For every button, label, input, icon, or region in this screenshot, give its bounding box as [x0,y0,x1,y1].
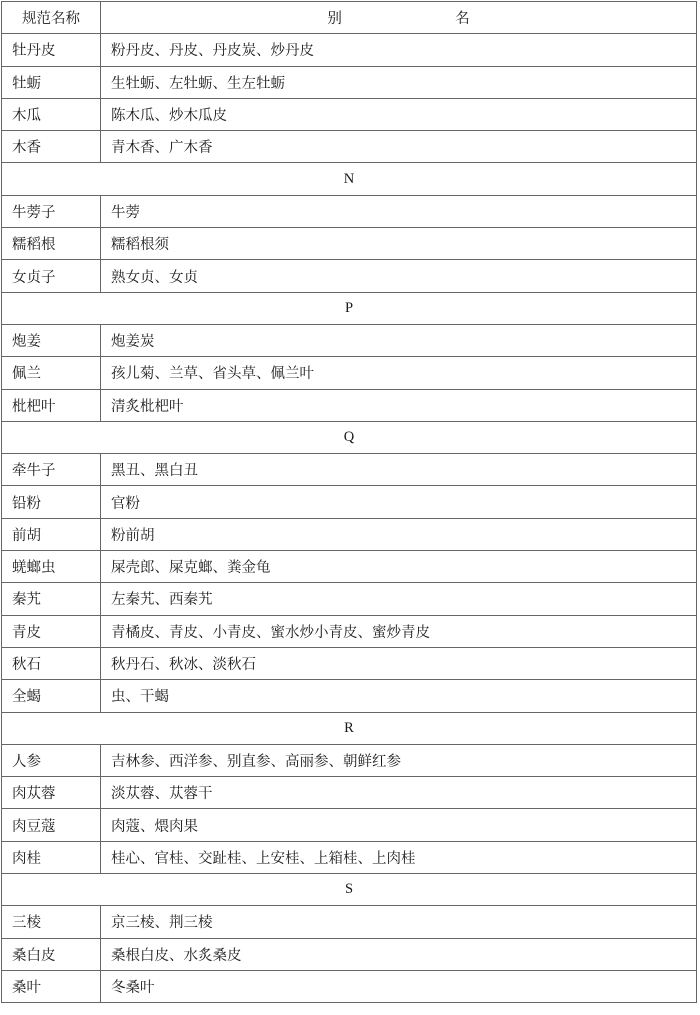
table-row [2,66,697,98]
alias-cell: 孩儿菊、兰草、省头草、佩兰叶 [101,357,697,389]
standard-name-cell: 肉苁蓉 [2,777,101,809]
table-row [2,938,697,970]
standard-name-cell: 木香 [2,131,101,163]
header-standard-name: 规范名称 [2,2,101,34]
alias-cell: 生牡蛎、左牡蛎、生左牡蛎 [101,66,697,98]
alias-cell: 熟女贞、女贞 [101,260,697,292]
table-row [2,551,697,583]
standard-name-cell: 铅粉 [2,486,101,518]
letter-section-row [2,712,697,744]
table-header-row [2,2,697,34]
standard-name-cell: 秦艽 [2,583,101,615]
table-row [2,389,697,421]
section-letter: Q [2,421,697,453]
standard-name-cell: 牛蒡子 [2,195,101,227]
table-body [2,34,697,1003]
standard-name-cell: 肉桂 [2,841,101,873]
letter-section-row [2,292,697,324]
standard-name-cell: 木瓜 [2,98,101,130]
standard-name-cell: 桑叶 [2,970,101,1002]
standard-name-cell: 牵牛子 [2,454,101,486]
alias-cell: 左秦艽、西秦艽 [101,583,697,615]
standard-name-cell: 牡蛎 [2,66,101,98]
table-row [2,615,697,647]
header-alias-char-2: 名 [455,11,470,28]
standard-name-cell: 前胡 [2,518,101,550]
standard-name-cell: 秋石 [2,647,101,679]
section-letter: P [2,292,697,324]
table-row [2,583,697,615]
standard-name-cell: 牡丹皮 [2,34,101,66]
table-row [2,34,697,66]
standard-name-cell: 枇杷叶 [2,389,101,421]
table-row [2,680,697,712]
section-letter: R [2,712,697,744]
alias-cell: 清炙枇杷叶 [101,389,697,421]
table-row [2,841,697,873]
alias-cell: 虫、干蝎 [101,680,697,712]
alias-cell: 淡苁蓉、苁蓉干 [101,777,697,809]
alias-cell: 肉蔻、煨肉果 [101,809,697,841]
letter-section-row [2,163,697,195]
standard-name-cell: 桑白皮 [2,938,101,970]
standard-name-cell: 人参 [2,744,101,776]
table-row [2,647,697,679]
header-alias-char-1: 别 [327,11,342,28]
header-alias [101,2,697,34]
table-row [2,486,697,518]
standard-name-cell: 女贞子 [2,260,101,292]
alias-cell: 冬桑叶 [101,970,697,1002]
standard-name-cell: 肉豆蔻 [2,809,101,841]
alias-cell: 糯稻根须 [101,228,697,260]
letter-section-row [2,421,697,453]
table-row [2,970,697,1002]
table-row [2,744,697,776]
alias-cell: 吉林参、西洋参、别直参、高丽参、朝鲜红参 [101,744,697,776]
section-letter: N [2,163,697,195]
table-row [2,777,697,809]
alias-cell: 官粉 [101,486,697,518]
table-row [2,195,697,227]
table-row [2,260,697,292]
alias-cell: 黑丑、黑白丑 [101,454,697,486]
table-row [2,98,697,130]
table-row [2,518,697,550]
table-row [2,454,697,486]
table-row [2,357,697,389]
standard-name-cell: 糯稻根 [2,228,101,260]
alias-cell: 粉前胡 [101,518,697,550]
table-row [2,228,697,260]
standard-name-cell: 青皮 [2,615,101,647]
alias-cell: 桂心、官桂、交趾桂、上安桂、上箱桂、上肉桂 [101,841,697,873]
alias-cell: 粉丹皮、丹皮、丹皮炭、炒丹皮 [101,34,697,66]
table-row [2,131,697,163]
standard-name-cell: 全蝎 [2,680,101,712]
alias-cell: 陈木瓜、炒木瓜皮 [101,98,697,130]
table-row [2,906,697,938]
table-row [2,809,697,841]
standard-name-cell: 炮姜 [2,324,101,356]
alias-cell: 青木香、广木香 [101,131,697,163]
alias-cell: 炮姜炭 [101,324,697,356]
alias-cell: 京三棱、荆三棱 [101,906,697,938]
alias-cell: 青橘皮、青皮、小青皮、蜜水炒小青皮、蜜炒青皮 [101,615,697,647]
alias-cell: 桑根白皮、水炙桑皮 [101,938,697,970]
standard-name-cell: 三棱 [2,906,101,938]
alias-cell: 屎壳郎、屎克螂、粪金龟 [101,551,697,583]
herb-alias-table [1,1,697,1003]
letter-section-row [2,874,697,906]
alias-cell: 牛蒡 [101,195,697,227]
alias-cell: 秋丹石、秋冰、淡秋石 [101,647,697,679]
standard-name-cell: 佩兰 [2,357,101,389]
standard-name-cell: 蜣螂虫 [2,551,101,583]
section-letter: S [2,874,697,906]
table-row [2,324,697,356]
